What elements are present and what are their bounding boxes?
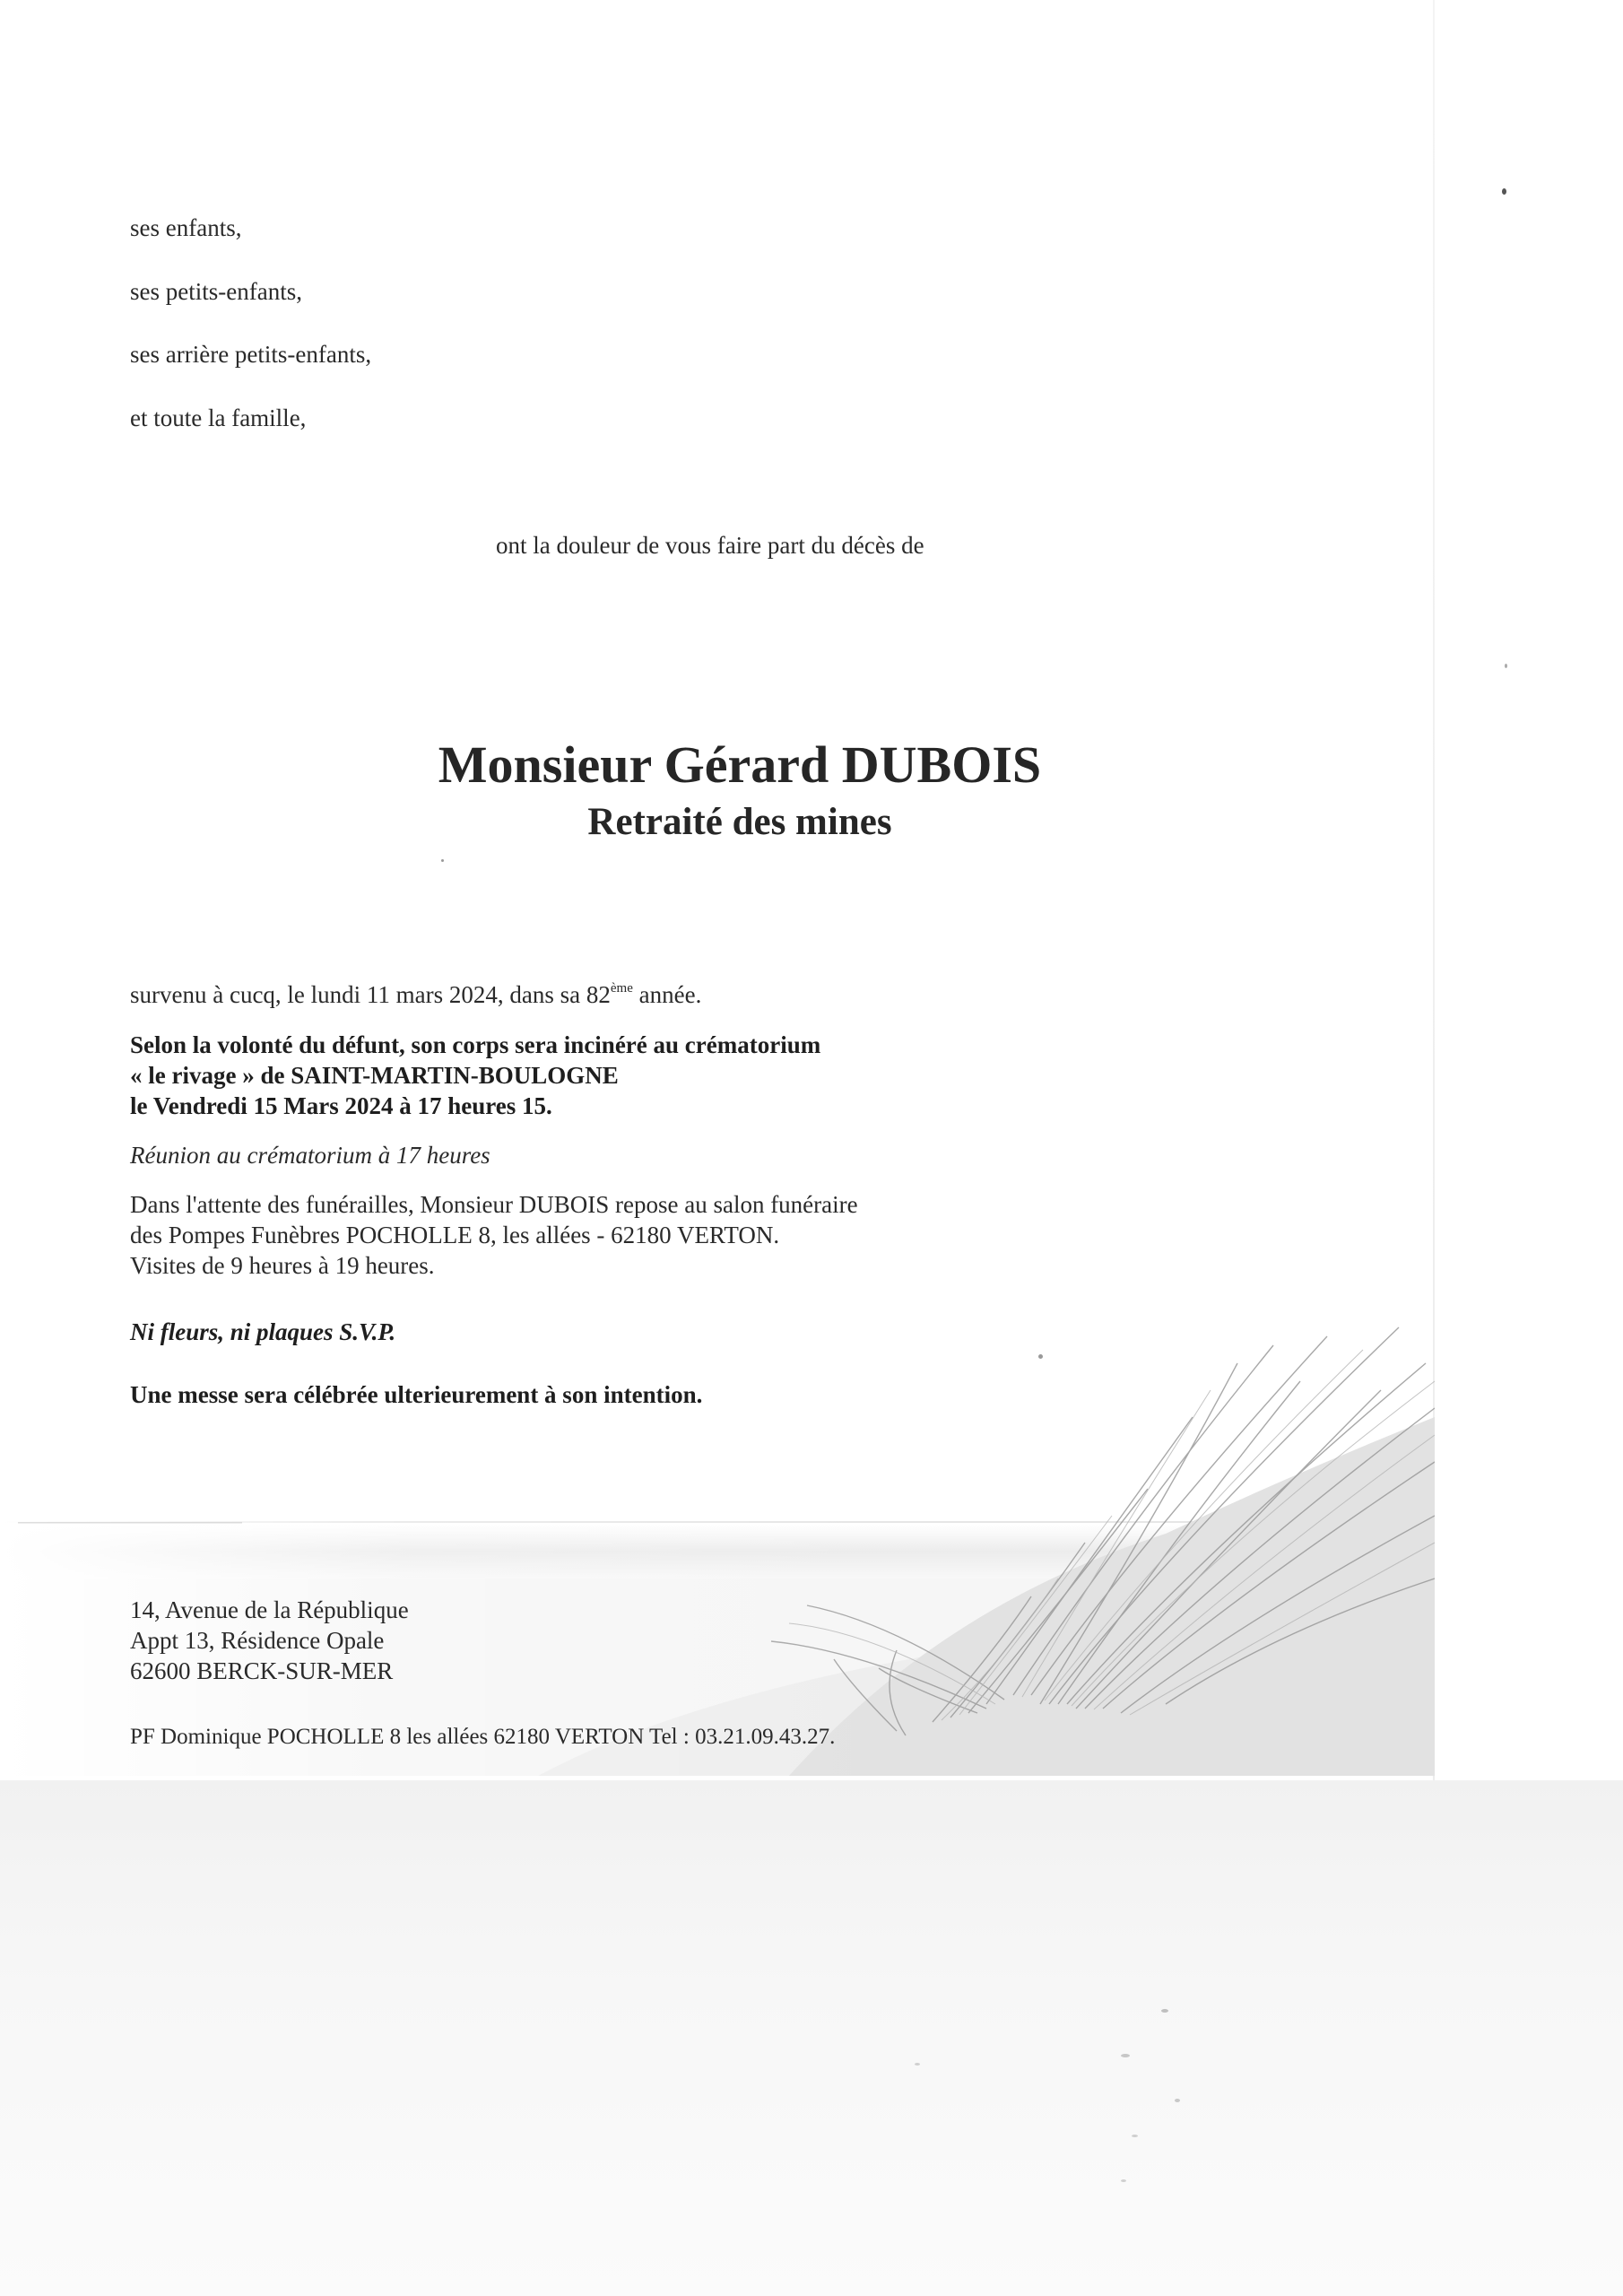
- death-notice-superscript: ème: [610, 981, 633, 996]
- deceased-title: Retraité des mines: [587, 801, 892, 843]
- scan-speck: [1038, 1354, 1043, 1359]
- scan-speck: [915, 2063, 920, 2066]
- scan-speck: [441, 859, 444, 862]
- family-line-grandchildren: ses petits-enfants,: [130, 278, 302, 305]
- family-line-children: ses enfants,: [130, 214, 242, 241]
- family-line-great-grandchildren: ses arrière petits-enfants,: [130, 341, 372, 368]
- scan-speck: [1505, 664, 1507, 668]
- scan-lower-band: [0, 1780, 1623, 2296]
- ceremony-line-1: Selon la volonté du défunt, son corps sera incinéré au crématorium: [130, 1031, 821, 1058]
- viewing-line-1: Dans l'attente des funérailles, Monsieur DUBOIS repose au salon funéraire: [130, 1191, 858, 1218]
- scan-speck: [1161, 2009, 1168, 2013]
- address-line-1: 14, Avenue de la République: [130, 1596, 409, 1623]
- deceased-name: Monsieur Gérard DUBOIS: [438, 735, 1042, 794]
- scan-speck: [1175, 2099, 1180, 2102]
- scan-speck: [1121, 2179, 1126, 2182]
- address-line-3: 62600 BERCK-SUR-MER: [130, 1657, 394, 1684]
- ceremony-line-3: le Vendredi 15 Mars 2024 à 17 heures 15.: [130, 1092, 552, 1119]
- family-line-whole-family: et toute la famille,: [130, 404, 307, 431]
- scan-speck: [1132, 2135, 1138, 2137]
- flowers-note: Ni fleurs, ni plaques S.V.P.: [130, 1318, 396, 1345]
- mass-note: Une messe sera célébrée ulterieurement à son intention.: [130, 1381, 703, 1408]
- funeral-home-line: PF Dominique POCHOLLE 8 les allées 62180 VERTON Tel : 03.21.09.43.27.: [130, 1725, 836, 1749]
- death-notice-suffix: année.: [632, 981, 702, 1008]
- ceremony-line-2: « le rivage » de SAINT-MARTIN-BOULOGNE: [130, 1062, 619, 1089]
- scan-speck: [1121, 2054, 1130, 2057]
- death-notice: [130, 979, 701, 1010]
- scan-speck: [1502, 188, 1506, 195]
- death-notice-prefix: survenu à cucq, le lundi 11 mars 2024, dans sa 82: [130, 981, 611, 1008]
- meeting-note: Réunion au crématorium à 17 heures: [130, 1142, 490, 1169]
- address-line-2: Appt 13, Résidence Opale: [130, 1627, 385, 1654]
- viewing-line-3: Visites de 9 heures à 19 heures.: [130, 1252, 435, 1279]
- announcement-text: ont la douleur de vous faire part du décès de: [496, 532, 924, 559]
- viewing-line-2: des Pompes Funèbres POCHOLLE 8, les allées - 62180 VERTON.: [130, 1222, 780, 1248]
